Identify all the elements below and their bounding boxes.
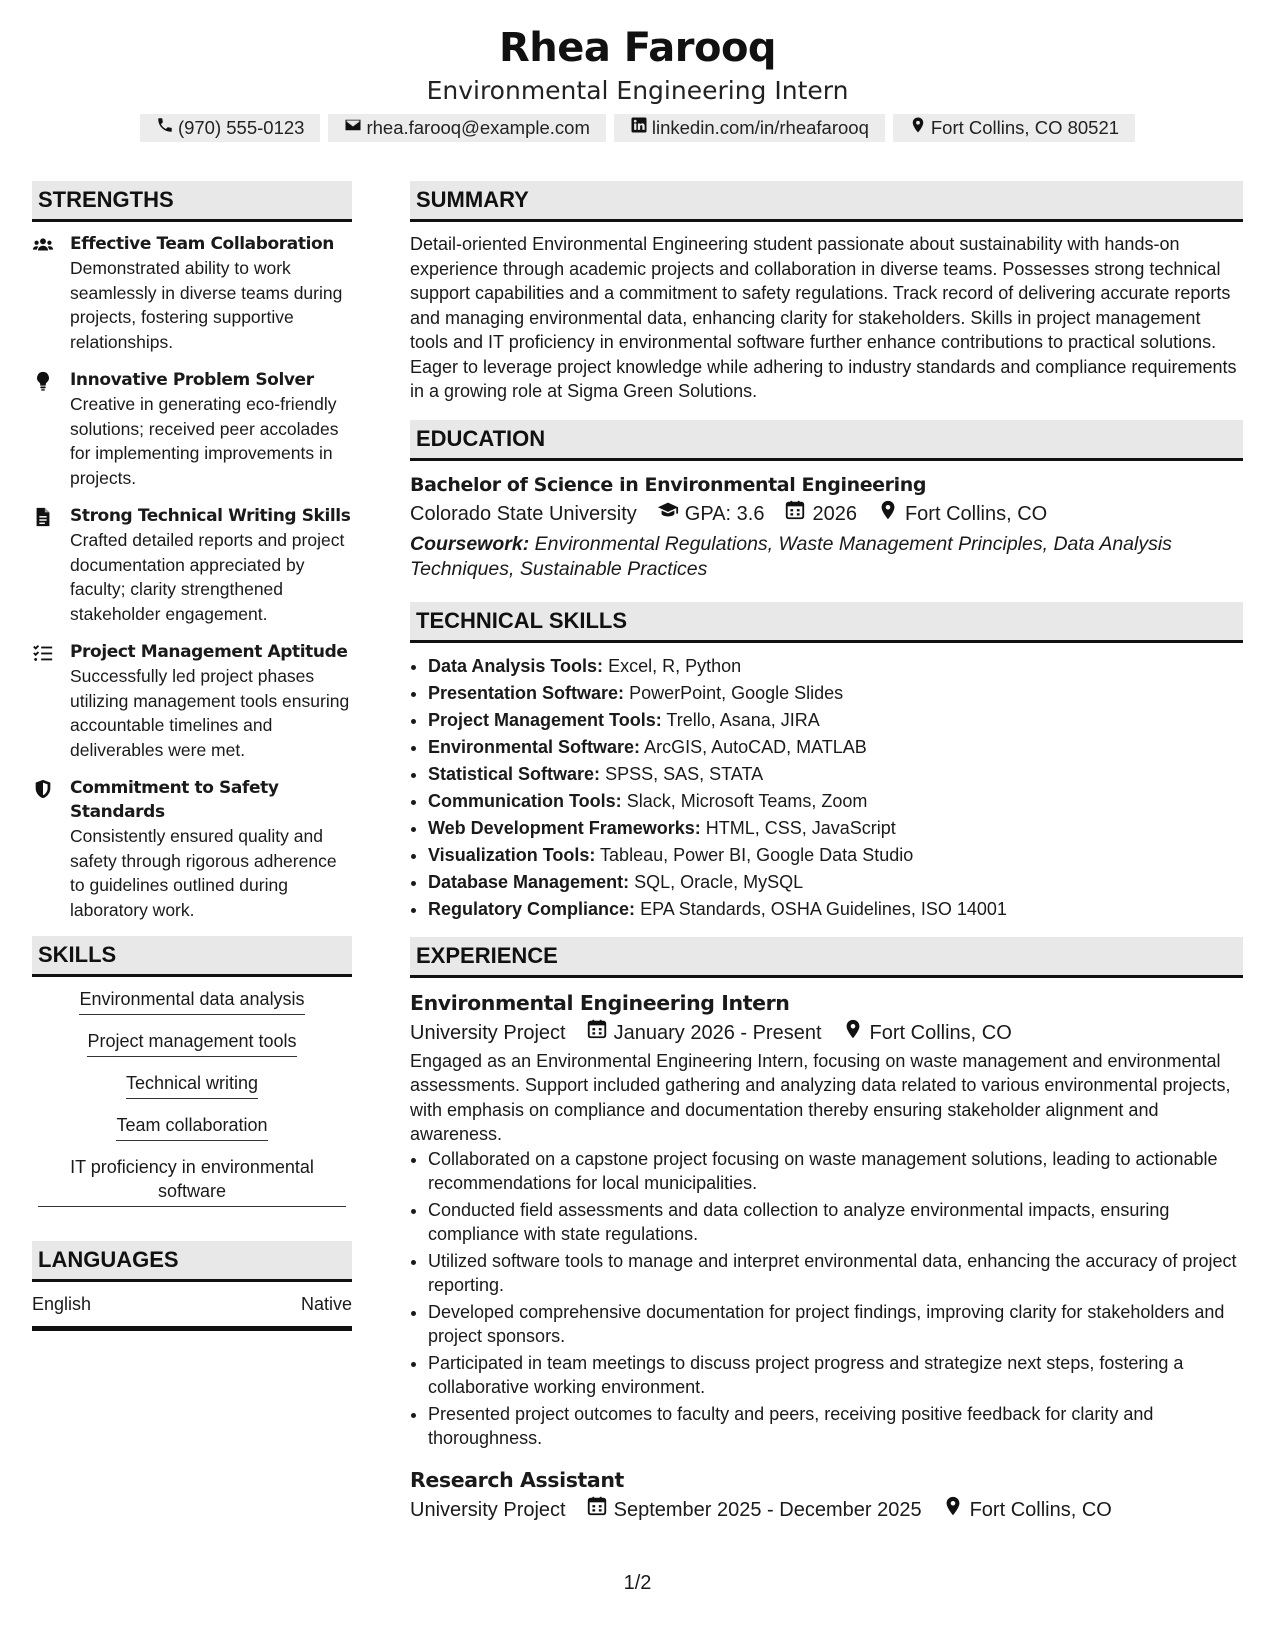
linkedin-icon [630,114,648,142]
education-location: Fort Collins, CO [904,503,1048,525]
job-title: Environmental Engineering Intern [410,990,790,1015]
skill-item: Environmental data analysis [79,987,304,1015]
coursework-label: Coursework: [410,532,530,555]
education-heading: EDUCATION [410,420,1243,461]
contact-bar [0,114,1275,142]
tech-skill-item [428,734,1243,761]
contact-phone[interactable] [140,114,321,142]
strength-title: Commitment to Safety Standards [70,778,279,822]
tech-skill-item [428,707,1243,734]
strength-title: Project Management Aptitude [70,642,348,662]
tech-skill-item [428,896,1243,923]
tech-skill-label: Communication Tools: [428,790,622,811]
job-dates: January 2026 - Present [613,1022,822,1044]
coursework [410,532,1243,582]
job-bullet: • Developed comprehensive documentation for project findings, improving clarity for stakeholders and project sponsors. [428,1300,1243,1349]
job-meta [410,1018,1243,1049]
job-org: University Project [410,1499,566,1521]
left-column [32,181,352,1331]
tech-skill-item [428,680,1243,707]
strengths-heading: STRENGTHS [32,181,352,222]
lightbulb-icon [32,368,70,490]
map-pin-icon [877,499,899,530]
checklist-icon [32,640,70,762]
education-degree: Bachelor of Science in Environmental Engineering [410,473,927,496]
tech-skill-item [428,869,1243,896]
graduation-cap-icon [657,499,679,530]
job-title: Research Assistant [410,1467,624,1492]
technical-skills-list [410,653,1243,923]
shield-icon [32,776,70,922]
strength-description: Successfully led project phases utilizing management tools ensuring accountable timelines and deliverables were met. [70,666,350,760]
strength-item [32,640,352,762]
users-icon [32,232,70,354]
job-meta [410,1495,1243,1526]
tech-skill-value: Tableau, Power BI, Google Data Studio [600,844,914,865]
map-pin-icon [909,114,927,142]
envelope-icon [344,114,362,142]
strength-title: Strong Technical Writing Skills [70,506,351,526]
languages-heading: LANGUAGES [32,1241,352,1282]
resume-header [0,0,1275,142]
tech-skill-item [428,653,1243,680]
tech-skill-value: SQL, Oracle, MySQL [634,871,804,892]
tech-skill-value: HTML, CSS, JavaScript [705,817,896,838]
strength-item [32,368,352,490]
education-meta [410,499,1243,530]
tech-skill-label: Web Development Frameworks: [428,817,701,838]
tech-skill-item [428,761,1243,788]
strength-description: Demonstrated ability to work seamlessly in diverse teams during projects, fostering supportive relationships. [70,258,343,352]
tech-skill-label: Environmental Software: [428,736,641,757]
calendar-icon [586,1018,608,1049]
contact-linkedin-text: linkedin.com/in/rheafarooq [651,117,869,138]
contact-location-text: Fort Collins, CO 80521 [930,117,1120,138]
job-bullets [410,1147,1243,1451]
right-column [410,181,1243,1526]
job-bullet: • Participated in team meetings to discuss project progress and strategize next steps, fostering a collaborative working environment. [428,1351,1243,1400]
tech-skill-label: Visualization Tools: [428,844,596,865]
job-bullet: • Utilized software tools to manage and interpret environmental data, enhancing the accuracy of project reporting. [428,1249,1243,1298]
calendar-icon [586,1495,608,1526]
tech-skill-value: Excel, R, Python [608,655,742,676]
tech-skill-label: Database Management: [428,871,630,892]
tech-skill-label: Presentation Software: [428,682,625,703]
skills-heading: SKILLS [32,936,352,977]
job-bullet: • Conducted field assessments and data collection to analyze environmental impacts, ensuring compliance with state regulations. [428,1198,1243,1247]
contact-phone-text: (970) 555-0123 [177,117,305,138]
tech-skill-label: Data Analysis Tools: [428,655,604,676]
candidate-title: Environmental Engineering Intern [426,76,849,105]
skill-item: Team collaboration [116,1113,267,1141]
tech-skill-item [428,788,1243,815]
tech-skill-value: SPSS, SAS, STATA [605,763,764,784]
job-location: Fort Collins, CO [969,1499,1112,1521]
tech-skill-value: ArcGIS, AutoCAD, MATLAB [644,736,867,757]
strength-description: Crafted detailed reports and project documentation appreciated by faculty; clarity strengthened stakeholder engagement. [70,530,345,624]
contact-linkedin[interactable] [614,114,885,142]
map-pin-icon [842,1018,864,1049]
tech-skill-value: PowerPoint, Google Slides [629,682,844,703]
contact-email[interactable] [328,114,605,142]
experience-heading: EXPERIENCE [410,937,1243,978]
strength-title: Effective Team Collaboration [70,234,334,254]
contact-email-text: rhea.farooq@example.com [366,117,590,138]
tech-skill-label: Regulatory Compliance: [428,898,636,919]
skills-list [32,987,352,1207]
job-org: University Project [410,1022,566,1044]
language-row [32,1292,352,1331]
map-pin-icon [942,1495,964,1526]
job-bullet: • Collaborated on a capstone project focusing on waste management solutions, leading to actionable recommendations for local municipalities. [428,1147,1243,1196]
education-gpa: GPA: 3.6 [684,503,765,525]
skill-item: Technical writing [126,1071,258,1099]
calendar-icon [784,499,806,530]
strength-title: Innovative Problem Solver [70,370,314,390]
document-icon [32,504,70,626]
tech-skill-item [428,842,1243,869]
summary-heading: SUMMARY [410,181,1243,222]
skill-item: Project management tools [87,1029,296,1057]
tech-skill-value: EPA Standards, OSHA Guidelines, ISO 14001 [640,898,1007,919]
job-bullet: • Presented project outcomes to faculty and peers, receiving positive feedback for clarity and thoroughness. [428,1402,1243,1451]
strength-description: Creative in generating eco-friendly solutions; received peer accolades for implementing improvements in projects. [70,394,339,488]
job-location: Fort Collins, CO [869,1022,1012,1044]
skill-item: IT proficiency in environmental software [38,1155,346,1207]
language-level: Native [300,1294,352,1314]
page-number: 1/2 [623,1572,652,1594]
strength-item [32,776,352,922]
strength-item [32,504,352,626]
job-dates: September 2025 - December 2025 [613,1499,922,1521]
tech-skill-label: Statistical Software: [428,763,601,784]
technical-skills-heading: TECHNICAL SKILLS [410,602,1243,643]
job-description: Engaged as an Environmental Engineering Intern, focusing on waste management and environmental assessments. Support included gathering and analyzing data related to various environmental projects, with emphasis on compliance and documentation thereby ensuring stakeholder alignment and awareness. [410,1050,1231,1144]
tech-skill-item [428,815,1243,842]
summary-text: Detail-oriented Environmental Engineering student passionate about sustainability with hands-on experience through academic projects and collaboration in diverse teams. Possesses strong technical support capabilities and a commitment to safety regulations. Track record of delivering accurate reports and managing environmental data, enhancing clarity for stakeholders. Skills in project management tools and IT proficiency in environmental software further enhance contributions to practical solutions. Eager to leverage project knowledge while adhering to industry standards and compliance requirements in a growing role at Sigma Green Solutions. [410,234,1237,401]
coursework-list: Environmental Regulations, Waste Management Principles, Data Analysis Techniques, Sustainable Practices [410,532,1172,580]
strength-item [32,232,352,354]
strength-description: Consistently ensured quality and safety through rigorous adherence to guidelines outlined during laboratory work. [70,826,337,920]
tech-skill-value: Slack, Microsoft Teams, Zoom [626,790,868,811]
education-year: 2026 [812,503,857,525]
education-school: Colorado State University [410,503,637,525]
contact-location [893,114,1135,142]
candidate-name: Rhea Farooq [498,25,777,71]
language-name: English [32,1294,92,1314]
tech-skill-label: Project Management Tools: [428,709,662,730]
tech-skill-value: Trello, Asana, JIRA [666,709,820,730]
phone-icon [156,114,174,142]
